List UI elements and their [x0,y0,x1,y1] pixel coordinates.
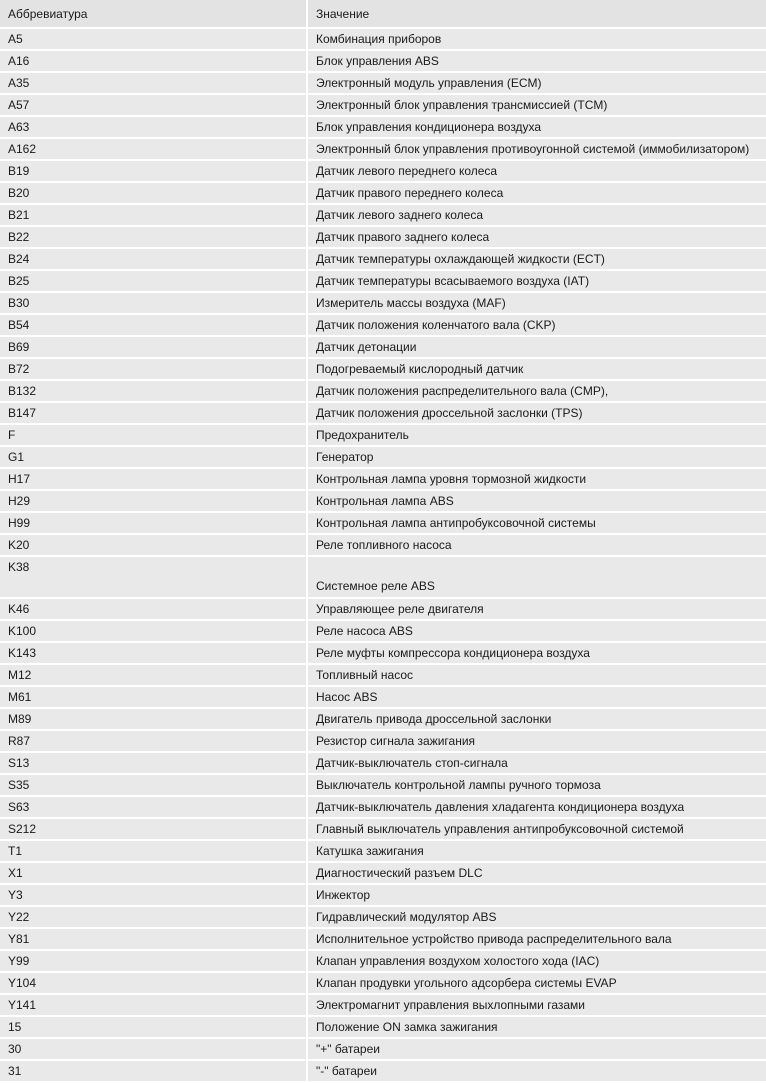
table-row [0,708,766,730]
cell-meaning: Реле насоса ABS [307,620,766,642]
table-row [0,818,766,840]
cell-abbreviation: B69 [0,336,307,358]
table-row [0,94,766,116]
table-row [0,1038,766,1060]
table-row [0,686,766,708]
table-row [0,928,766,950]
cell-abbreviation: H99 [0,512,307,534]
cell-abbreviation: K20 [0,534,307,556]
cell-meaning: Положение ON замка зажигания [307,1016,766,1038]
cell-abbreviation: H17 [0,468,307,490]
table-row [0,752,766,774]
table-row [0,292,766,314]
cell-abbreviation: S13 [0,752,307,774]
cell-meaning: Датчик детонации [307,336,766,358]
cell-meaning: Инжектор [307,884,766,906]
cell-abbreviation: 31 [0,1060,307,1082]
table-row [0,160,766,182]
cell-abbreviation: B132 [0,380,307,402]
cell-meaning: Измеритель массы воздуха (MAF) [307,292,766,314]
cell-meaning: Управляющее реле двигателя [307,598,766,620]
table-row [0,116,766,138]
table-row [0,182,766,204]
table-row [0,534,766,556]
cell-abbreviation: A5 [0,28,307,50]
cell-meaning: Двигатель привода дроссельной заслонки [307,708,766,730]
cell-abbreviation: A57 [0,94,307,116]
cell-meaning: Датчик температуры охлаждающей жидкости (ECT) [307,248,766,270]
cell-abbreviation: B54 [0,314,307,336]
cell-abbreviation: 15 [0,1016,307,1038]
cell-meaning: Датчик положения распределительного вала (CMP), [307,380,766,402]
cell-meaning: Реле муфты компрессора кондиционера воздуха [307,642,766,664]
table-row [0,862,766,884]
table-row [0,994,766,1016]
cell-abbreviation: A35 [0,72,307,94]
cell-abbreviation: M89 [0,708,307,730]
cell-meaning: Датчик правого переднего колеса [307,182,766,204]
cell-meaning: Электронный модуль управления (ECM) [307,72,766,94]
cell-abbreviation: 30 [0,1038,307,1060]
table-row [0,642,766,664]
cell-abbreviation: Y104 [0,972,307,994]
table-row [0,336,766,358]
cell-abbreviation: R87 [0,730,307,752]
table-body [0,28,766,1082]
cell-abbreviation: M61 [0,686,307,708]
cell-meaning: Контрольная лампа антипробуксовочной системы [307,512,766,534]
table-row [0,138,766,160]
cell-meaning: Датчик положения коленчатого вала (CKP) [307,314,766,336]
table-row [0,226,766,248]
table-row [0,468,766,490]
cell-meaning: Насос ABS [307,686,766,708]
cell-abbreviation: K38 [0,556,307,598]
cell-meaning: Электронный блок управления противоугонной системой (иммобилизатором) [307,138,766,160]
cell-meaning: Системное реле ABS [307,556,766,598]
cell-meaning: Гидравлический модулятор ABS [307,906,766,928]
table-row [0,50,766,72]
table-row [0,490,766,512]
column-header-meaning: Значение [307,0,766,28]
cell-meaning: Реле топливного насоса [307,534,766,556]
table-row [0,72,766,94]
table-row [0,906,766,928]
cell-abbreviation: K100 [0,620,307,642]
cell-meaning: Комбинация приборов [307,28,766,50]
cell-abbreviation: B147 [0,402,307,424]
cell-abbreviation: X1 [0,862,307,884]
cell-meaning: Датчик правого заднего колеса [307,226,766,248]
table-row [0,796,766,818]
cell-abbreviation: Y99 [0,950,307,972]
cell-meaning: Датчик левого переднего колеса [307,160,766,182]
cell-abbreviation: Y3 [0,884,307,906]
cell-abbreviation: K46 [0,598,307,620]
cell-abbreviation: B25 [0,270,307,292]
cell-meaning: Клапан управления воздухом холостого хода (IAC) [307,950,766,972]
cell-meaning: Датчик положения дроссельной заслонки (TPS) [307,402,766,424]
cell-meaning: Резистор сигнала зажигания [307,730,766,752]
cell-meaning: Исполнительное устройство привода распределительного вала [307,928,766,950]
cell-meaning: Клапан продувки угольного адсорбера системы EVAP [307,972,766,994]
cell-abbreviation: A16 [0,50,307,72]
cell-abbreviation: Y22 [0,906,307,928]
cell-meaning: Блок управления ABS [307,50,766,72]
cell-meaning: "+" батареи [307,1038,766,1060]
cell-abbreviation: S35 [0,774,307,796]
cell-meaning: Датчик левого заднего колеса [307,204,766,226]
cell-meaning: Предохранитель [307,424,766,446]
table-row [0,950,766,972]
cell-abbreviation: S212 [0,818,307,840]
table-row [0,620,766,642]
cell-abbreviation: A63 [0,116,307,138]
cell-abbreviation: A162 [0,138,307,160]
table-header [0,0,766,28]
table-row [0,840,766,862]
table-row [0,380,766,402]
table-row [0,556,766,598]
table-row [0,270,766,292]
table-row [0,1060,766,1082]
cell-abbreviation: K143 [0,642,307,664]
cell-meaning: Датчик-выключатель стоп-сигнала [307,752,766,774]
cell-meaning: Диагностический разъем DLC [307,862,766,884]
cell-abbreviation: B20 [0,182,307,204]
cell-meaning: Контрольная лампа ABS [307,490,766,512]
cell-abbreviation: B22 [0,226,307,248]
table-row [0,204,766,226]
cell-abbreviation: B19 [0,160,307,182]
cell-meaning: Топливный насос [307,664,766,686]
table-row [0,446,766,468]
cell-meaning: Выключатель контрольной лампы ручного тормоза [307,774,766,796]
cell-meaning: Главный выключатель управления антипробуксовочной системой [307,818,766,840]
cell-abbreviation: F [0,424,307,446]
table-row [0,28,766,50]
cell-meaning: Катушка зажигания [307,840,766,862]
cell-abbreviation: M12 [0,664,307,686]
table-row [0,512,766,534]
table-row [0,248,766,270]
cell-abbreviation: T1 [0,840,307,862]
cell-abbreviation: S63 [0,796,307,818]
cell-abbreviation: Y81 [0,928,307,950]
cell-abbreviation: G1 [0,446,307,468]
cell-abbreviation: B24 [0,248,307,270]
table-row [0,884,766,906]
table-row [0,972,766,994]
cell-meaning: Датчик температуры всасываемого воздуха (IAT) [307,270,766,292]
cell-abbreviation: Y141 [0,994,307,1016]
cell-abbreviation: B21 [0,204,307,226]
cell-meaning: Датчик-выключатель давления хладагента кондиционера воздуха [307,796,766,818]
column-header-abbreviation: Аббревиатура [0,0,307,28]
table-row [0,730,766,752]
table-row [0,402,766,424]
cell-meaning: Электромагнит управления выхлопными газами [307,994,766,1016]
cell-abbreviation: B72 [0,358,307,380]
cell-meaning: Электронный блок управления трансмиссией (TCM) [307,94,766,116]
table-row [0,774,766,796]
table-header-row [0,0,766,28]
table-row [0,358,766,380]
cell-meaning: Блок управления кондиционера воздуха [307,116,766,138]
cell-abbreviation: H29 [0,490,307,512]
cell-meaning: Генератор [307,446,766,468]
cell-meaning: "-" батареи [307,1060,766,1082]
table-row [0,424,766,446]
cell-meaning: Контрольная лампа уровня тормозной жидкости [307,468,766,490]
cell-abbreviation: B30 [0,292,307,314]
table-row [0,314,766,336]
table-row [0,598,766,620]
table-row [0,1016,766,1038]
table-row [0,664,766,686]
cell-meaning: Подогреваемый кислородный датчик [307,358,766,380]
